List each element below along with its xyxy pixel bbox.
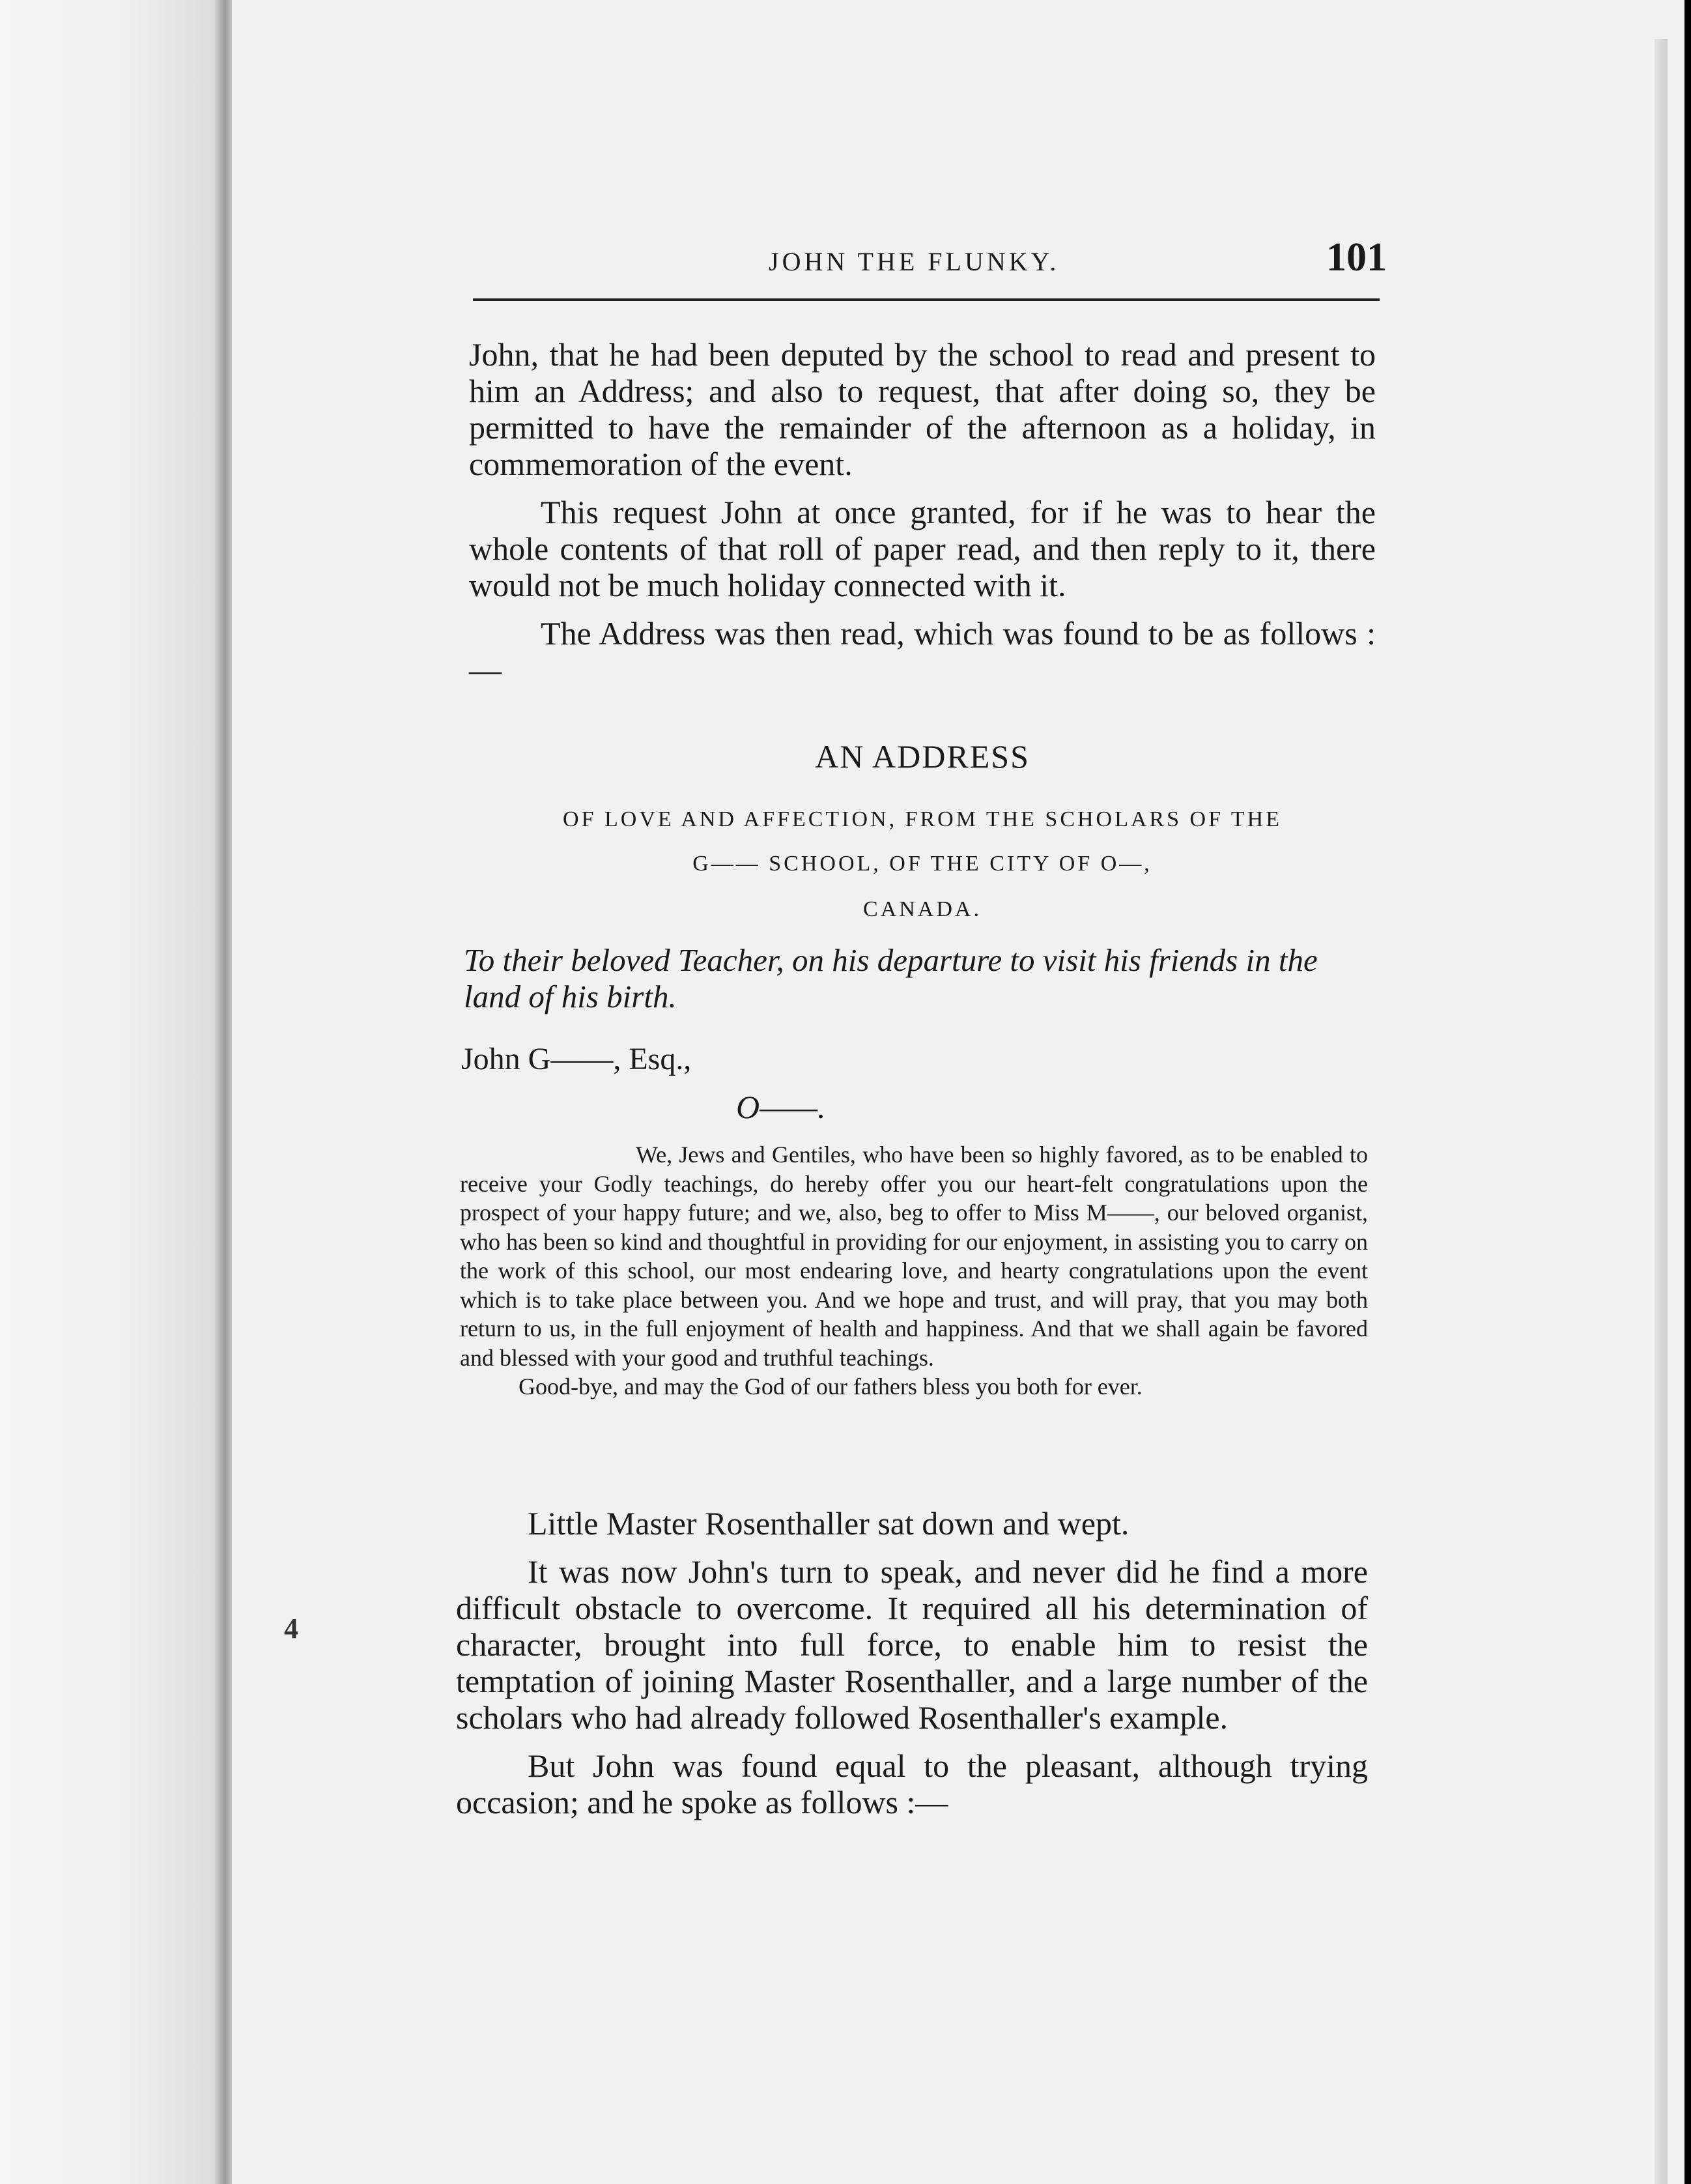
facing-page-edge [0, 0, 234, 2184]
address-place: O——. [736, 1089, 826, 1125]
paragraph: Little Master Rosenthaller sat down and wept. [528, 1505, 1130, 1542]
closing-text [456, 1505, 1368, 1832]
opening-text [469, 336, 1376, 688]
paragraph: The Address was then read, which was found to be as follows :— [469, 615, 1376, 688]
running-head: JOHN THE FLUNKY. [769, 247, 1060, 276]
paragraph: But John was found equal to the pleasant, although trying occasion; and he spoke as follows :— [456, 1747, 1368, 1820]
paragraph: John, that he had been deputed by the school to read and present to him an Address; and also to request, that after doing so, they be permitted to have the remainder of the afternoon as a holiday, in commemoration of the event. [469, 336, 1376, 482]
paragraph: It was now John's turn to speak, and never did he find a more difficult obstacle to overcome. It required all his determination of character, brought into full force, to enable him to resist the temptation of joining Master Rosenthaller, and a large number of the scholars who had already followed Rosenthaller's example. [456, 1553, 1368, 1736]
address-dedication: To their beloved Teacher, on his departure to visit his friends in the land of his birth. [464, 942, 1318, 1014]
paragraph: This request John at once granted, for if he was to hear the whole contents of that roll of paper read, and then reply to it, there would not be much holiday connected with it. [469, 494, 1376, 603]
book-gutter [215, 0, 232, 2184]
address-closing: Good-bye, and may the God of our fathers bless you both for ever. [519, 1373, 1143, 1400]
address-subtitle-line1: OF LOVE AND AFFECTION, FROM THE SCHOLARS OF THE [563, 807, 1282, 831]
page [232, 0, 1684, 2184]
address-subtitle-line2: G—— SCHOOL, OF THE CITY OF O—, [692, 852, 1152, 876]
address-body-text: We, Jews and Gentiles, who have been so highly favored, as to be enabled to receive your Godly teachings, do hereby offer you our heart-felt congratulations upon the prospect of your happy future; and we, also, beg to offer to Miss M——, our beloved organist, who has been so kind and thoughtful in providing for our enjoyment, in assisting you to carry on the work of this school, our most endearing love, and hearty congratulations upon the event which is to take place between you. And we hope and trust, and will pray, that you may both return to us, in the full enjoyment of health and happiness. And that we shall again be favored and blessed with your good and truthful teachings. [460, 1142, 1368, 1371]
page-right-edge [1655, 39, 1668, 2184]
address-salutation: John G——, Esq., [461, 1042, 692, 1076]
page-number: 101 [1326, 235, 1387, 280]
address-title: AN ADDRESS [815, 738, 1030, 775]
header-rule [473, 298, 1380, 301]
address-body [460, 1140, 1368, 1401]
margin-mark: 4 [284, 1613, 298, 1645]
address-subtitle-line3: CANADA. [863, 897, 982, 921]
